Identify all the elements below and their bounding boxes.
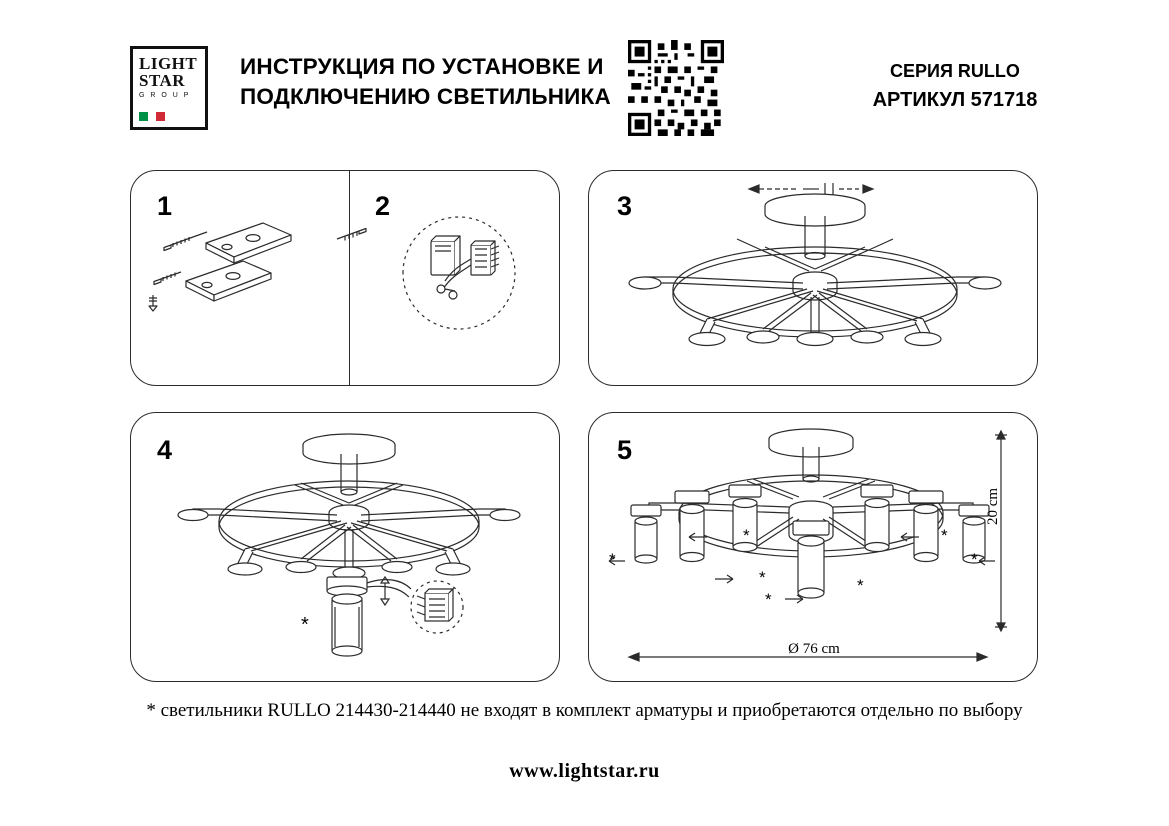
product-info xyxy=(760,56,1150,114)
logo-group-text: G R O U P xyxy=(139,92,191,99)
website-link[interactable]: www.lightstar.ru xyxy=(509,760,660,782)
step-5-panel xyxy=(588,412,1038,682)
series-label: СЕРИЯ RULLO xyxy=(890,61,1020,81)
asterisk-marker-4: * xyxy=(765,590,772,609)
asterisk-marker-step4: * xyxy=(301,614,309,636)
footnote-text: * светильники RULLO 214430-214440 не входят в комплект арматуры и приобретаются отдельно по выбору xyxy=(146,700,1023,721)
step-1-2-illustration xyxy=(131,171,561,387)
height-dimension-label: 20 cm xyxy=(985,487,1001,525)
step-number-2: 2 xyxy=(375,191,391,221)
asterisk-marker-1: * xyxy=(609,550,616,569)
step-4-illustration xyxy=(131,413,561,683)
brand-logo xyxy=(130,46,208,130)
asterisk-marker-2: * xyxy=(743,526,750,545)
steps-1-2-panel xyxy=(130,170,560,386)
article-label: АРТИКУЛ 571718 xyxy=(872,89,1038,111)
step-number-5: 5 xyxy=(617,435,633,465)
asterisk-marker-7: * xyxy=(971,550,978,569)
step-3-illustration xyxy=(589,171,1039,387)
logo-line-2: STAR xyxy=(139,71,186,90)
title-line-1: ИНСТРУКЦИЯ ПО УСТАНОВКЕ И xyxy=(240,54,604,79)
asterisk-marker-6: * xyxy=(941,526,948,545)
step-4-panel xyxy=(130,412,560,682)
step-number-1: 1 xyxy=(157,191,173,221)
logo-line-1: LIGHT xyxy=(139,54,198,73)
asterisk-marker-3: * xyxy=(759,568,766,587)
qr-code-icon xyxy=(628,40,724,136)
italian-flag-icon xyxy=(139,112,165,121)
document-title xyxy=(240,52,630,112)
asterisk-marker-5: * xyxy=(857,576,864,595)
step-number-4: 4 xyxy=(157,435,173,465)
step-number-3: 3 xyxy=(617,191,633,221)
title-line-2: ПОДКЛЮЧЕНИЮ СВЕТИЛЬНИКА xyxy=(240,84,611,109)
diameter-dimension-label: Ø 76 cm xyxy=(788,641,840,657)
header xyxy=(0,0,1169,150)
step-3-panel xyxy=(588,170,1038,386)
